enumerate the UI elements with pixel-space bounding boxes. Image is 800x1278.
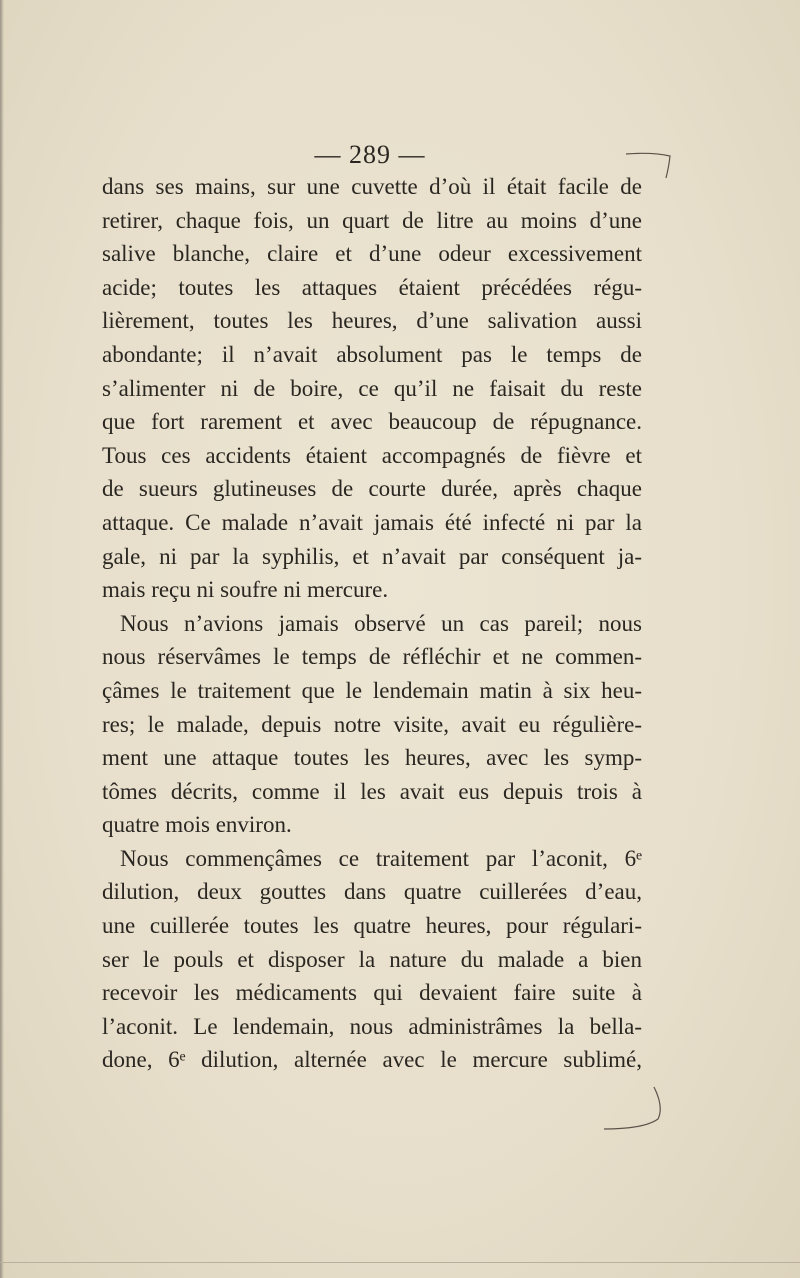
- text-line: done, 6ᵉ dilution, alternée avec le mercure sublimé,: [102, 1047, 642, 1073]
- text-line: recevoir les médicaments qui devaient faire suite à: [102, 980, 642, 1006]
- text-line: salive blanche, claire et d’une odeur excessivement: [102, 241, 642, 267]
- page-bottom-rule: [0, 1262, 800, 1263]
- text-line: retirer, chaque fois, un quart de litre au moins d’une: [102, 207, 642, 233]
- body-text: [102, 170, 642, 1077]
- text-line: ser le pouls et disposer la nature du malade a bien: [102, 946, 642, 972]
- text-line: dans ses mains, sur une cuvette d’où il était facile de: [102, 174, 642, 199]
- text-line: Nous n’avions jamais observé un cas pareil; nous: [120, 610, 642, 636]
- text-line: res; le malade, depuis notre visite, avait eu régulière-: [102, 711, 642, 737]
- text-line: s’alimenter ni de boire, ce qu’il ne faisait du reste: [102, 375, 642, 401]
- text-line: l’aconit. Le lendemain, nous administrâmes la bella-: [102, 1013, 642, 1039]
- text-line: mais reçu ni soufre ni mercure.: [102, 577, 389, 603]
- text-line: lièrement, toutes les heures, d’une salivation aussi: [102, 308, 642, 334]
- text-line: Nous commençâmes ce traitement par l’aconit, 6ᵉ: [120, 845, 642, 871]
- text-line: dilution, deux gouttes dans quatre cuillerées d’eau,: [102, 879, 642, 905]
- text-line: ment une attaque toutes les heures, avec les symp-: [102, 745, 642, 771]
- page-edge-shadow: [0, 0, 4, 1278]
- page-number: — 289 —: [314, 140, 426, 169]
- text-line: une cuillerée toutes les quatre heures, pour régulari-: [102, 913, 642, 939]
- text-line: gale, ni par la syphilis, et n’avait par conséquent ja-: [102, 543, 642, 569]
- text-line: çâmes le traitement que le lendemain matin à six heu-: [102, 677, 642, 703]
- text-line: que fort rarement et avec beaucoup de répugnance.: [102, 409, 642, 435]
- text-line: acide; toutes les attaques étaient précédées régu-: [102, 274, 642, 300]
- text-line: quatre mois environ.: [102, 812, 292, 838]
- text-line: tômes décrits, comme il les avait eus depuis trois à: [102, 778, 642, 804]
- pencil-bracket-bottom-mark: [596, 1085, 666, 1133]
- text-line: nous réservâmes le temps de réfléchir et ne commen-: [102, 644, 642, 670]
- text-line: de sueurs glutineuses de courte durée, après chaque: [102, 476, 642, 502]
- text-line: abondante; il n’avait absolument pas le temps de: [102, 341, 642, 367]
- text-line: Tous ces accidents étaient accompagnés de fièvre et: [102, 442, 642, 468]
- text-line: attaque. Ce malade n’avait jamais été infecté ni par la: [102, 509, 642, 535]
